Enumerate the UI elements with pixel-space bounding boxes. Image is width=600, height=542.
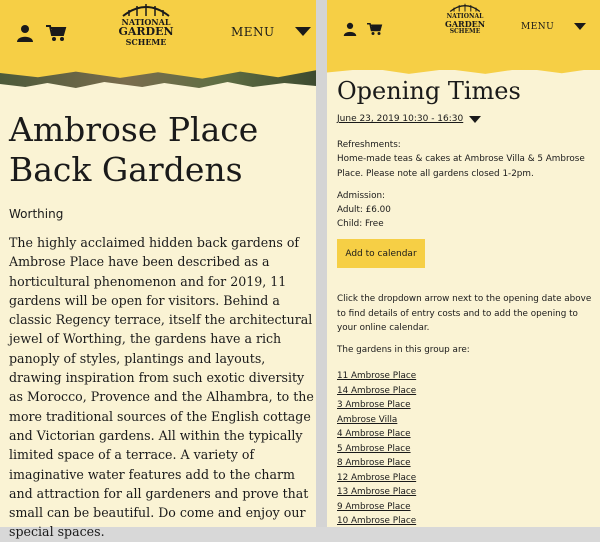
cart-icon[interactable] — [367, 22, 382, 36]
garden-link[interactable]: 3 Ambrose Place — [337, 400, 411, 410]
garden-link[interactable]: 9 Ambrose Place — [337, 501, 411, 512]
site-header-right — [327, 0, 600, 70]
garden-link[interactable]: Ambrose Villa — [337, 414, 398, 425]
list-item — [337, 453, 416, 468]
gate-icon — [445, 2, 485, 12]
cart-icon[interactable] — [46, 24, 66, 42]
list-item — [337, 424, 416, 439]
opening-times-heading: Opening Times — [337, 77, 521, 105]
list-item — [337, 511, 416, 526]
menu-label[interactable]: MENU — [521, 22, 555, 32]
add-to-calendar-button[interactable]: Add to calendar — [337, 239, 425, 268]
garden-link[interactable]: 4 Ambrose Place — [337, 429, 411, 439]
user-icon[interactable] — [343, 22, 357, 36]
title-line-1: Ambrose Place — [9, 110, 259, 149]
menu-arrow-icon[interactable] — [574, 23, 586, 30]
logo-line-1: NATIONAL — [121, 17, 171, 27]
admission-label: Admission: — [337, 191, 385, 201]
opening-times-panel — [327, 0, 600, 527]
logo-line-2: GARDEN — [118, 25, 174, 39]
dropdown-note: Click the dropdown arrow next to the opening date above to find details of entry costs and to add the opening to your online calendar. — [337, 294, 592, 333]
gardens-list — [337, 366, 416, 526]
site-header — [0, 0, 316, 70]
header-icons — [16, 24, 66, 42]
logo-line-3: SCHEME — [125, 36, 167, 47]
garden-link[interactable]: 12 Ambrose Place — [337, 472, 417, 483]
child-price: Child: Free — [337, 219, 384, 229]
page-title — [9, 110, 309, 190]
header-icons-right — [343, 22, 382, 36]
list-item — [337, 468, 416, 483]
logo-line-3: SCHEME — [449, 27, 481, 35]
refreshments-label: Refreshments: — [337, 140, 401, 150]
list-item — [337, 395, 416, 410]
logo-line-1: NATIONAL — [446, 13, 484, 20]
garden-link[interactable]: 8 Ambrose Place — [337, 458, 411, 468]
adult-price: Adult: £6.00 — [337, 205, 391, 215]
garden-link[interactable]: 14 Ambrose Place — [337, 385, 417, 396]
opening-date-link[interactable]: June 23, 2019 10:30 - 16:30 — [337, 114, 464, 124]
list-item — [337, 439, 416, 454]
list-item — [337, 410, 416, 425]
panel-divider — [316, 0, 327, 527]
garden-link[interactable]: 5 Ambrose Place — [337, 443, 411, 454]
user-icon[interactable] — [16, 24, 34, 42]
garden-link[interactable]: 10 Ambrose Place — [337, 516, 417, 526]
garden-link[interactable]: 11 Ambrose Place — [337, 371, 417, 381]
garden-link[interactable]: 13 Ambrose Place — [337, 487, 417, 497]
garden-description: The highly acclaimed hidden back gardens of Ambrose Place have been described as a horticultural phenomenon and for 2019, 11 gardens will be open for visitors. Behind a classic Regency terrace, itself the architectural jewel of Worthing, the gardens have a rich panoply of styles, plantings and layouts, drawing inspiration from such exotic diversity as Morocco, Provence and the Alhambra, to the more traditional sources of the English cottage and Victorian gardens. All within the typically limited space of a terrace. A variety of imaginative water features add to the charm and attraction for all gardeners and prove that small can be beautiful. Do come and enjoy our special spaces. — [9, 235, 314, 540]
title-line-2: Back Gardens — [9, 150, 243, 189]
menu-arrow-icon[interactable] — [295, 27, 311, 36]
garden-location: Worthing — [9, 207, 64, 221]
list-item — [337, 366, 416, 381]
logo-line-2: GARDEN — [445, 19, 486, 30]
gardens-intro: The gardens in this group are: — [337, 345, 470, 355]
list-item — [337, 497, 416, 512]
ngs-logo[interactable] — [115, 2, 177, 60]
refreshments-text: Home-made teas & cakes at Ambrose Villa & 5 Ambrose Place. Please note all gardens closed 1-2pm. — [337, 154, 585, 179]
menu-label[interactable]: MENU — [231, 25, 275, 39]
list-item — [337, 381, 416, 396]
list-item — [337, 482, 416, 497]
opening-date-row — [337, 114, 481, 124]
gate-icon — [115, 2, 177, 16]
dropdown-arrow-icon[interactable] — [469, 116, 481, 123]
ngs-logo[interactable] — [445, 2, 485, 50]
